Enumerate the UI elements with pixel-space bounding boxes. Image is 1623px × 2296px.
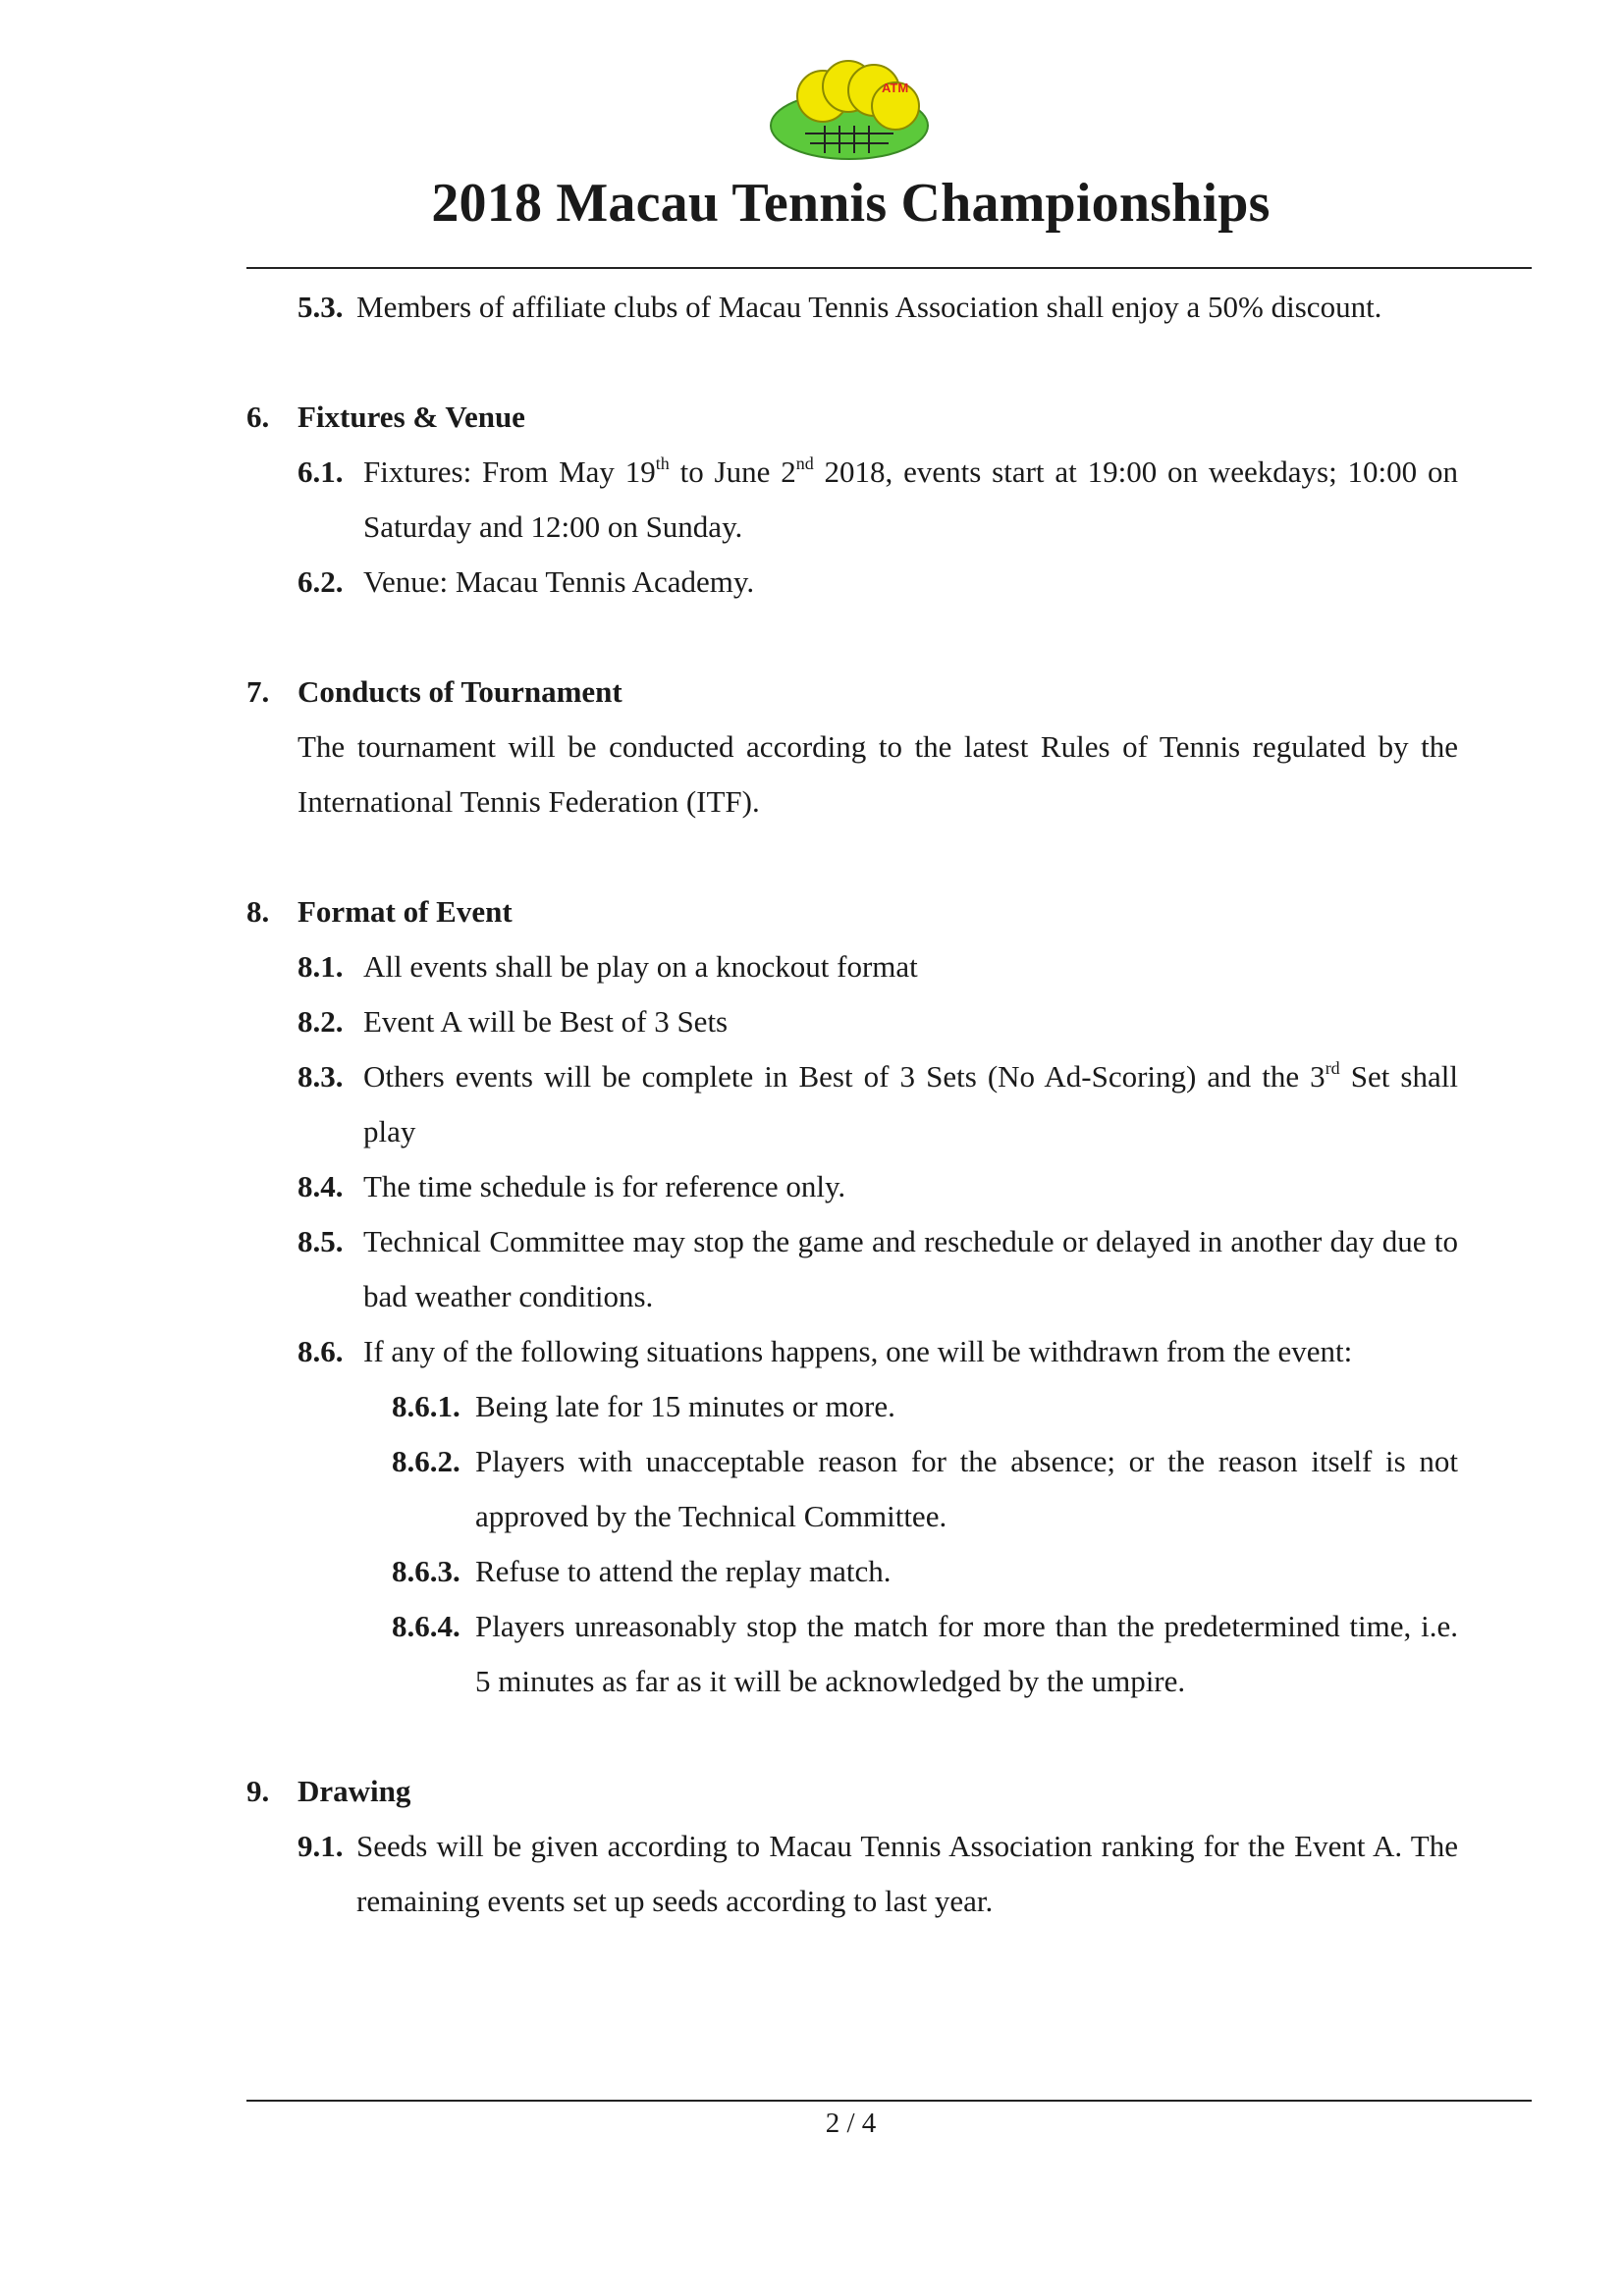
item-number: 8.6.4. [392, 1609, 460, 1643]
item-number: 8.3. [298, 1059, 344, 1094]
section-number: 7. [246, 674, 270, 709]
footer-divider [246, 2100, 1532, 2102]
item-number: 8.4. [298, 1169, 344, 1203]
item-number: 8.1. [298, 949, 344, 984]
item-text: Being late for 15 minutes or more. [475, 1389, 895, 1423]
section-paragraph-7: The tournament will be conducted according to the latest Rules of Tennis regulated by the International Tennis Federation (ITF). [298, 729, 1458, 819]
list-item-5-3 [246, 280, 1458, 335]
item-number: 5.3. [298, 290, 344, 324]
item-number: 8.6.2. [392, 1444, 460, 1478]
item-text: Refuse to attend the replay match. [475, 1554, 892, 1588]
section-heading-9 [246, 1764, 1458, 1819]
list-item-8-6-4 [246, 1599, 1458, 1709]
item-number: 6.1. [298, 454, 344, 489]
item-number: 6.2. [298, 564, 344, 599]
item-number: 8.5. [298, 1224, 344, 1258]
list-item-8-3 [246, 1049, 1458, 1159]
item-text: Event A will be Best of 3 Sets [363, 1004, 729, 1039]
item-text: Players with unacceptable reason for the absence; or the reason itself is not approved by the Technical Committee. [475, 1444, 1458, 1533]
item-text: Technical Committee may stop the game and reschedule or delayed in another day due to bad weather conditions. [363, 1224, 1458, 1313]
item-text: Venue: Macau Tennis Academy. [363, 564, 755, 599]
item-text: Others events will be complete in Best of 3 Sets (No Ad-Scoring) and the 3rd Set shall play [363, 1058, 1458, 1148]
section-number: 6. [246, 400, 270, 434]
item-number: 9.1. [298, 1829, 344, 1863]
list-item-8-6-1 [246, 1379, 1458, 1434]
section-heading-7 [246, 665, 1458, 720]
item-number: 8.6. [298, 1334, 344, 1368]
section-title: Drawing [298, 1774, 411, 1808]
list-item-8-2 [246, 994, 1458, 1049]
list-item-9-1 [246, 1819, 1458, 1929]
list-item-8-6-3 [246, 1544, 1458, 1599]
list-item-6-2 [246, 555, 1458, 610]
section-title: Fixtures & Venue [298, 400, 525, 434]
item-number: 8.6.1. [392, 1389, 460, 1423]
section-title: Conducts of Tournament [298, 674, 622, 709]
section-heading-6 [246, 390, 1458, 445]
item-text: The time schedule is for reference only. [363, 1169, 846, 1203]
list-item-8-4 [246, 1159, 1458, 1214]
section-heading-8 [246, 884, 1458, 939]
item-text: Players unreasonably stop the match for more than the predetermined time, i.e. 5 minutes as far as it will be acknowledged by the umpire. [475, 1609, 1458, 1698]
document-title: 2018 Macau Tennis Championships [431, 173, 1271, 234]
association-logo [766, 57, 943, 165]
item-text: If any of the following situations happens, one will be withdrawn from the event: [363, 1334, 1353, 1368]
item-text: All events shall be play on a knockout format [363, 949, 918, 984]
item-number: 8.2. [298, 1004, 344, 1039]
item-text: Seeds will be given according to Macau Tennis Association ranking for the Event A. The remaining events set up seeds according to last year. [356, 1829, 1458, 1918]
item-text: Fixtures: From May 19th to June 2nd 2018, events start at 19:00 on weekdays; 10:00 on Saturday and 12:00 on Sunday. [363, 454, 1459, 544]
item-number: 8.6.3. [392, 1554, 460, 1588]
section-number: 8. [246, 894, 270, 929]
list-item-8-1 [246, 939, 1458, 994]
section-title: Format of Event [298, 894, 513, 929]
item-text: Members of affiliate clubs of Macau Tennis Association shall enjoy a 50% discount. [356, 290, 1382, 324]
list-item-6-1 [246, 445, 1458, 555]
list-item-8-6-2 [246, 1434, 1458, 1544]
section-number: 9. [246, 1774, 270, 1808]
list-item-8-5 [246, 1214, 1458, 1324]
header-divider [246, 267, 1532, 269]
logo-text: ATM [882, 80, 909, 95]
list-item-8-6 [246, 1324, 1458, 1379]
page-number: 2 / 4 [825, 2108, 877, 2139]
document-body [246, 280, 1458, 1929]
